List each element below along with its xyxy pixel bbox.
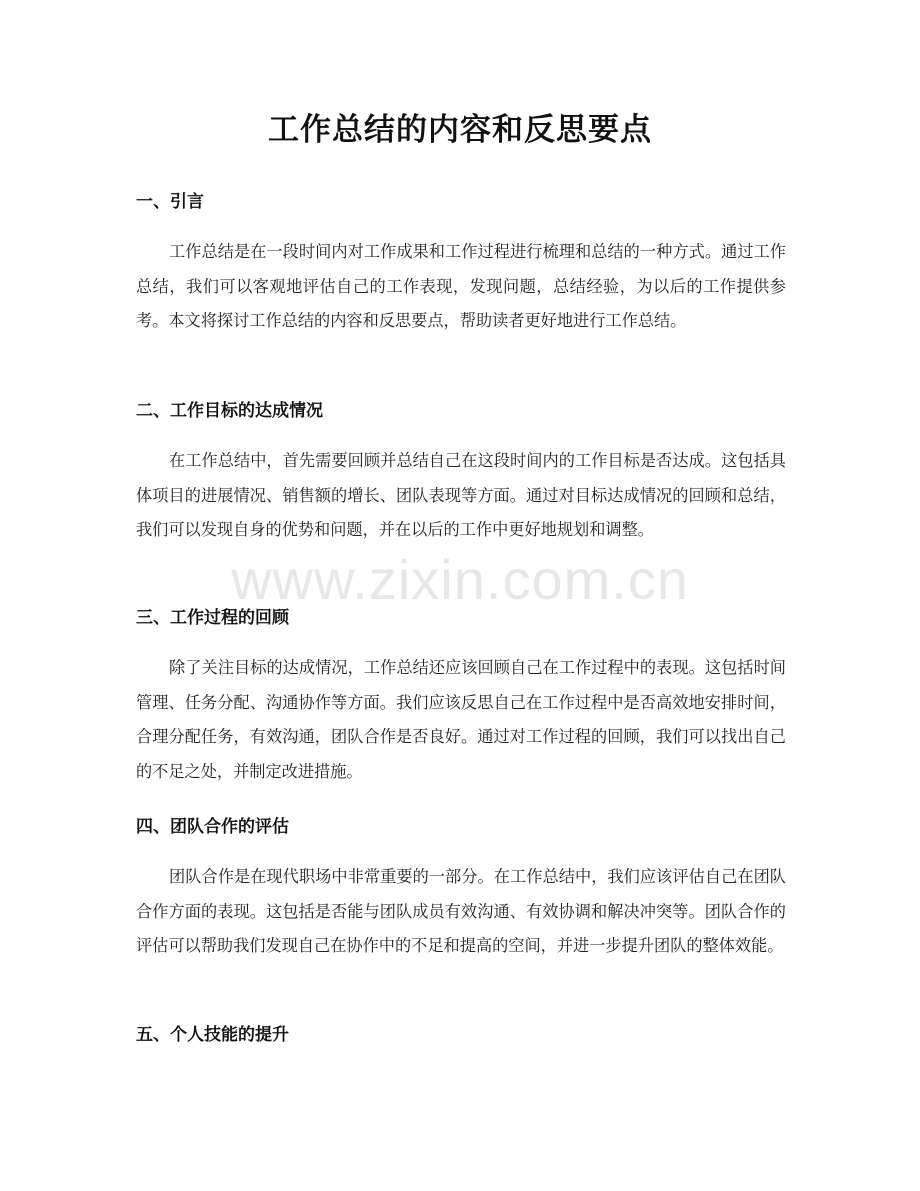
watermark-text: www.zixin.com.cn bbox=[231, 548, 689, 611]
section-heading-team-evaluation: 四、团队合作的评估 bbox=[136, 817, 289, 837]
section-heading-process-review: 三、工作过程的回顾 bbox=[136, 608, 289, 628]
section-paragraph-process-review: 除了关注目标的达成情况，工作总结还应该回顾自己在工作过程中的表现。这包括时间管理、任务分配、沟通协作等方面。我们应该反思自己在工作过程中是否高效地安排时间，合理分配任务，有效沟通，团队合作是否良好。通过对工作过程的回顾，我们可以找出自己的不足之处，并制定改进措施。 bbox=[136, 658, 786, 781]
section-heading-goal-achievement: 二、工作目标的达成情况 bbox=[136, 401, 323, 421]
section-heading-introduction: 一、引言 bbox=[136, 192, 204, 212]
section-paragraph-goal-achievement: 在工作总结中，首先需要回顾并总结自己在这段时间内的工作目标是否达成。这包括具体项目的进展情况、销售额的增长、团队表现等方面。通过对目标达成情况的回顾和总结，我们可以发现自身的优势和问题，并在以后的工作中更好地规划和调整。 bbox=[136, 451, 786, 539]
section-heading-skill-improvement: 五、个人技能的提升 bbox=[136, 1025, 289, 1045]
page-title: 工作总结的内容和反思要点 bbox=[268, 112, 652, 148]
section-paragraph-introduction: 工作总结是在一段时间内对工作成果和工作过程进行梳理和总结的一种方式。通过工作总结，我们可以客观地评估自己的工作表现，发现问题，总结经验，为以后的工作提供参考。本文将探讨工作总结的内容和反思要点，帮助读者更好地进行工作总结。 bbox=[136, 242, 786, 330]
section-paragraph-team-evaluation: 团队合作是在现代职场中非常重要的一部分。在工作总结中，我们应该评估自己在团队合作方面的表现。这包括是否能与团队成员有效沟通、有效协调和解决冲突等。团队合作的评估可以帮助我们发现自己在协作中的不足和提高的空间，并进一步提升团队的整体效能。 bbox=[136, 867, 786, 955]
